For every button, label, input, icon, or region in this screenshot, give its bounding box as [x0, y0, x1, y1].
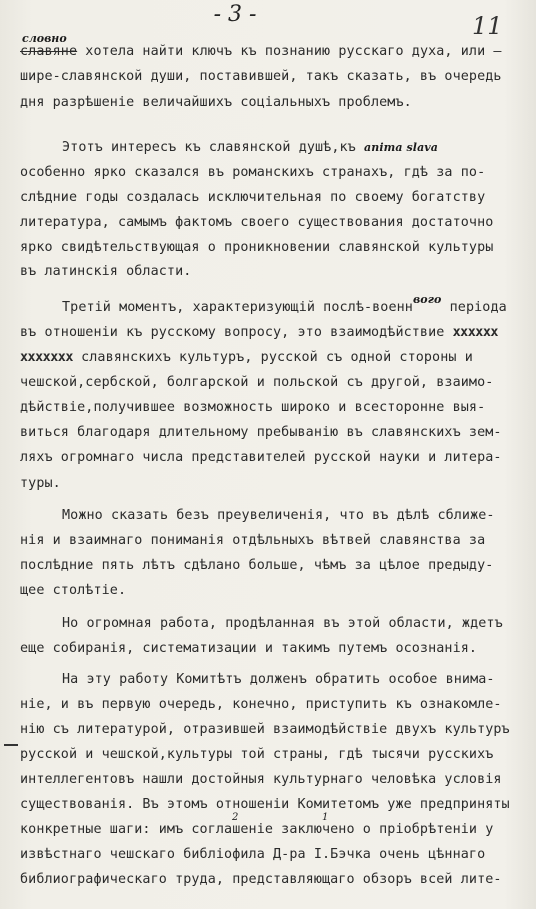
text-line-5: особенно ярко сказался въ романскихъ странахъ, гдѣ за по-: [20, 165, 486, 180]
text-line-6: слѣдние годы создалась исключительная по своему богатству: [20, 190, 486, 205]
text-line-4: [62, 140, 438, 155]
margin-dash-mark: [4, 744, 18, 746]
text-line-14: дѣйствіе,получившее возможность широко и всесторонне выя-: [20, 400, 486, 415]
handwritten-sup-1: 1: [322, 812, 329, 823]
text-line-26: нію съ литературой, отразившей взаимодѣйствіе двухъ культуръ: [20, 722, 510, 737]
line-11-text: въ отношеніи къ русскому вопросу, это взаимодѣйствие: [20, 325, 453, 340]
struck-word: славяне: [20, 44, 78, 59]
text-line-19: нія и взаимнаго пониманія отдѣльныхъ вѣтвей славянства за: [20, 533, 486, 548]
text-line-9: въ латинскія области.: [20, 264, 192, 279]
line-4-text: Этотъ интересъ къ славянской душѣ,къ: [62, 140, 356, 155]
text-line-32: библиографическаго труда, представляющаго обзоръ всей лите-: [20, 872, 502, 887]
text-line-1: [20, 44, 502, 59]
handwritten-sup-2: 2: [232, 812, 239, 823]
line-12-text: славянскихъ культуръ, русской съ одной стороны и: [72, 350, 473, 365]
line-10-tail: періода: [441, 300, 507, 315]
line-10-text: Третій моментъ, характеризующій послѣ-военн: [62, 300, 413, 315]
text-line-15: виться благодаря длительному пребыванію въ славянскихъ зем-: [20, 425, 502, 440]
text-line-22: Но огромная работа, продѣланная въ этой области, ждетъ: [62, 616, 503, 631]
text-line-24: На эту работу Комитѣтъ долженъ обратить особое внима-: [62, 672, 495, 687]
text-line-29: существованія. Въ этомъ отношеніи Комитетомъ уже предприняты: [20, 797, 510, 812]
text-line-12: [20, 350, 473, 365]
handwritten-page-number: 11: [472, 12, 503, 40]
text-line-16: ляхъ огромнаго числа представителей русской науки и литера-: [20, 450, 502, 465]
text-line-7: литература, самымъ фактомъ своего существования достаточно: [20, 215, 494, 230]
text-line-18: Можно сказать безъ преувеличенія, что въ дѣлѣ сближе-: [62, 508, 495, 523]
text-line-27: русской и чешской,культуры той страны, гдѣ тысячи русскихъ: [20, 747, 494, 762]
handwritten-anima-slava: anima slava: [364, 141, 439, 154]
text-line-8: ярко свидѣтельствующая о проникновении славянской культуры: [20, 240, 494, 255]
text-line-10: [62, 293, 507, 315]
margin-correction: словно: [22, 32, 67, 45]
text-line-31: извѣстнаго чешскаго библіофила Д-ра І.Бэчка очень цѣннаго: [20, 847, 486, 862]
text-line-2: шире-славянской души, поставившей, такъ сказать, въ очередь: [20, 69, 502, 84]
text-line-3: дня разрѣшеніе величайшихъ соціальныхъ проблемъ.: [20, 95, 412, 110]
typed-strikeout-2: xxxxxxx: [20, 350, 73, 365]
text-line-25: ніе, и въ первую очередь, конечно, приступить къ ознакомле-: [20, 697, 502, 712]
page-number: - 3 -: [213, 2, 257, 27]
text-line-13: чешской,сербской, болгарской и польской съ другой, взаимо-: [20, 375, 494, 390]
line-1-rest: хотела найти ключъ къ познанию русскаго духа, или —: [77, 44, 502, 59]
typed-strikeout: xxxxxx: [452, 325, 498, 340]
text-line-21: щее столѣтіе.: [20, 583, 127, 598]
text-line-20: послѣдние пять лѣтъ сдѣлано больше, чѣмъ за цѣлое предыду-: [20, 558, 494, 573]
text-line-11: [20, 325, 498, 340]
text-line-17: туры.: [20, 476, 61, 491]
handwritten-vogo: вого: [412, 293, 442, 306]
text-line-23: еще собиранія, систематизации и такимъ путемъ осознанія.: [20, 641, 478, 656]
text-line-30: конкретные шаги: имъ соглашеніе заключено о пріобрѣтеніи у: [20, 822, 494, 837]
text-line-28: интеллегентовъ нашли достойныя культурнаго человѣка условія: [20, 772, 502, 787]
